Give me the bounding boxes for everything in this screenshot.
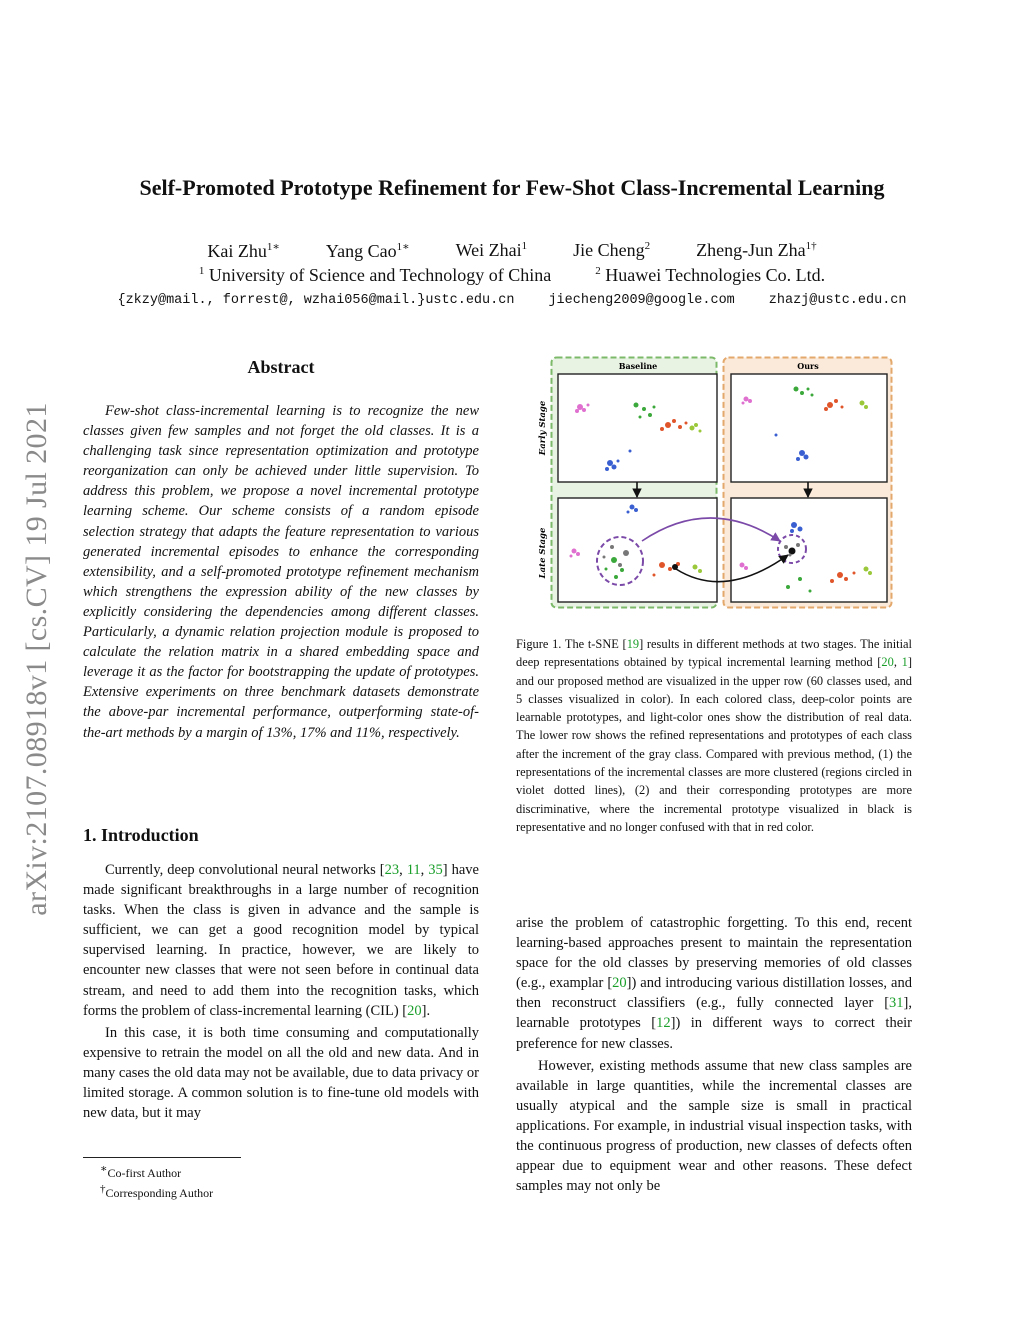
email: {zkzy@mail., forrest@, wzhai056@mail.}ustc.edu.cn: [117, 293, 515, 308]
footnote-rule: [83, 1157, 241, 1158]
paragraph: In this case, it is both time consuming and computationally expensive to retrain the model on all the old and new data. And in many cases the old data may not be available, due to data privacy or limited storage. A common solution is to fine-tune old models with new data, but it may: [83, 1024, 479, 1122]
affiliation-list: [0, 265, 1024, 286]
email-list: [0, 293, 1024, 308]
citation-link[interactable]: 31: [889, 995, 904, 1012]
citation-link[interactable]: 20: [407, 1002, 422, 1019]
citation-link[interactable]: 11: [406, 862, 421, 878]
citation-link[interactable]: 12: [656, 1015, 671, 1032]
figure-caption: Figure 1. The t-SNE [19] results in different methods at two stages. The initial deep representations obtained by typical incremental learning method [20, 1] and our proposed method are visualized in the upper row (60 classes used, and 5 classes visualized in color). In each colored class, deep-color points are learnable prototypes, and light-color ones show the distribution of real data. The lower row shows the refined representations and prototypes of each class after the increment of the gray class. Compared with previous method, (1) the representations of the incremental classes are more clustered (regions circled in violet dotted lines), (2) and their corresponding prototypes are more discriminative, where the incremental prototype visualized in black is representative and no longer confused with that in red color.: [516, 637, 912, 834]
citation-link[interactable]: 23: [384, 862, 400, 878]
plot-ours-early: [731, 374, 887, 482]
author-list: [0, 240, 1024, 262]
paragraph: However, existing methods assume that new class samples are available in large quantities, while the incremental classes are usually atypical and the sample size is small in practical applications. For example, in industrial visual inspection tasks, with the continuous progress of production, new classes of defects often appear due to equipment wear and other reasons. These defect samples may not only be: [516, 1057, 912, 1195]
tsne-figure: [538, 355, 894, 610]
citation-link[interactable]: 1: [901, 655, 908, 670]
citation-link[interactable]: 35: [428, 862, 443, 878]
abstract-heading: Abstract: [247, 357, 315, 377]
footnotes: [100, 1161, 213, 1201]
ours-label: Ours: [797, 361, 819, 371]
email: jiecheng2009@google.com: [548, 293, 735, 308]
affiliation: $^2$ Huawei Technologies Co. Ltd.: [595, 265, 826, 285]
late-stage-label: Late Stage: [538, 527, 548, 579]
paragraph: Currently, deep convolutional neural networks [23, 11, 35] have made significant breakthroughs in a large number of recognition tasks. When the class is given in advance and the sample is sufficient, we can get a good recognition model by typical supervised learning. In practice, however, we are likely to encounter new classes that were not seen before in continual data stream, and need to add them into the recognition tasks, which forms the problem of class-incremental learning (CIL) [20].: [83, 862, 479, 1019]
citation-link[interactable]: 19: [626, 637, 640, 651]
right-column-body: [516, 913, 912, 1196]
introduction-body: [83, 860, 479, 1123]
affiliation: $^1$ University of Science and Technology of China: [198, 265, 552, 285]
paragraph: arise the problem of catastrophic forgetting. To this end, recent learning-based approaches present to maintain the representation space for the old classes by preserving memories of old classes (e.g., examplar [20]) and introducing various distillation losses, and then reconstruct classifiers (e.g., fully connected layer [31], learnable prototypes [12]) in different ways to correct their preference for new classes.: [516, 915, 913, 1052]
footnote: ∗Co-first Author: [100, 1163, 182, 1180]
plot-ours-late: [731, 498, 887, 602]
baseline-label: Baseline: [618, 361, 658, 371]
footnote: †Corresponding Author: [100, 1183, 214, 1200]
author: Jie Cheng$^2$: [573, 240, 651, 260]
author: Yang Cao$^{1∗}$: [325, 241, 410, 261]
author: Zheng-Jun Zha$^{1\dagger}$: [696, 240, 817, 260]
early-stage-label: Early Stage: [538, 400, 548, 456]
email: zhazj@ustc.edu.cn: [768, 293, 907, 308]
citation-link[interactable]: 20: [612, 975, 627, 992]
paper-title: Self-Promoted Prototype Refinement for Few-Shot Class-Incremental Learning: [139, 175, 885, 200]
abstract-text: Few-shot class-incremental learning is to recognize the new classes given few samples and not forget the old classes. It is a challenging task since representation optimization and prototype reorganization can only be achieved under little supervision. To address this problem, we propose a novel incremental prototype learning scheme. Our scheme consists of a random episode selection strategy that adapts the feature representation to various generated incremental episodes to enhance the corresponding extensibility, and a self-promoted prototype refinement mechanism which strengthens the expression ability of the new classes by explicitly considering the dependencies among different classes. Particularly, a dynamic relation projection module is proposed to calculate the relation matrix in a shared embedding space and leverage it as the factor for bootstrapping the update of prototypes. Extensive experiments on three benchmark datasets demonstrate the above-par incremental performance, outperforming state-of-the-art methods by a margin of 13%, 17% and 11%, respectively.: [83, 403, 479, 741]
author: Wei Zhai$^1$: [455, 240, 528, 260]
author: Kai Zhu$^{1∗}$: [207, 241, 280, 261]
plot-baseline-late: [558, 498, 717, 602]
citation-link[interactable]: 20: [881, 655, 894, 670]
arxiv-identifier: arXiv:2107.08918v1 [cs.CV] 19 Jul 2021: [20, 402, 53, 916]
introduction-heading: 1. Introduction: [83, 825, 199, 845]
